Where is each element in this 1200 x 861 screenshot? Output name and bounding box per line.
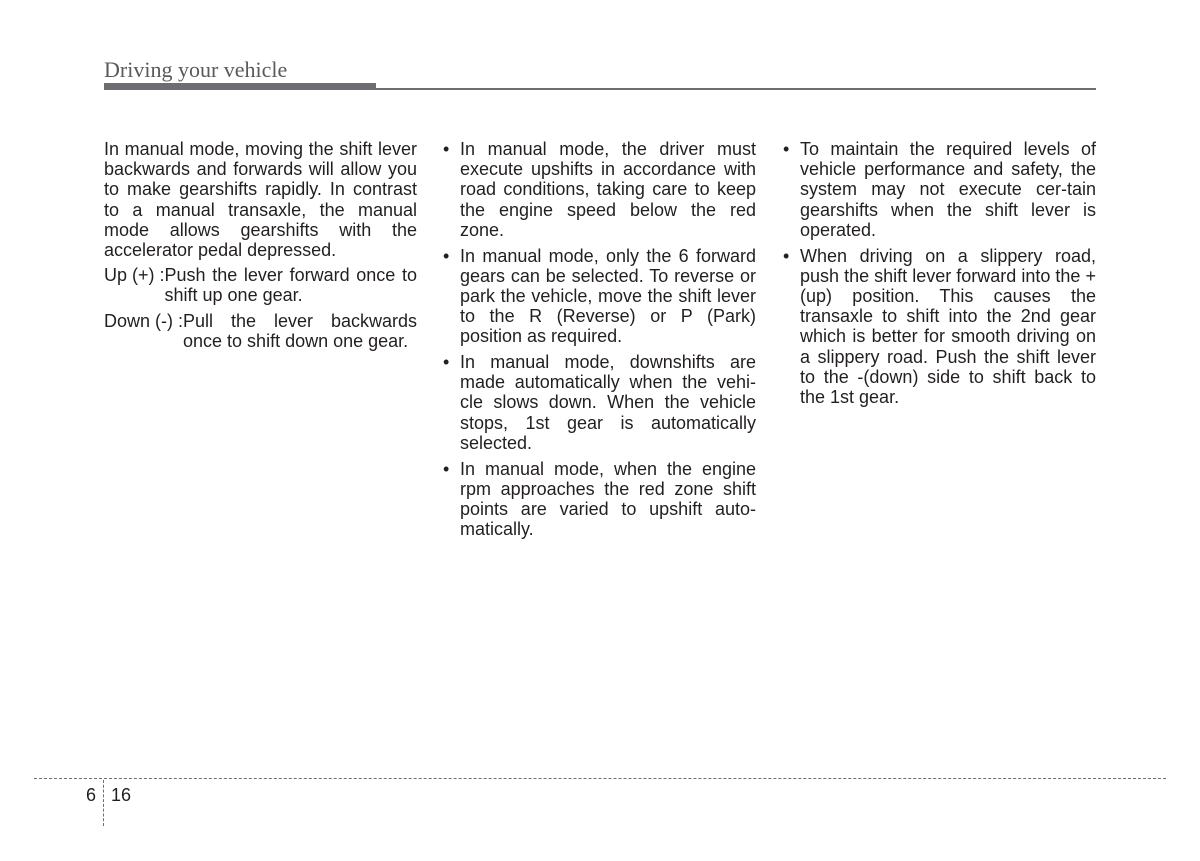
definition-term: Down (-) : [104, 310, 184, 331]
bullet-icon: • [783, 139, 790, 159]
footer-divider [103, 780, 104, 826]
bullet-icon: • [783, 245, 790, 266]
bullet-icon: • [443, 352, 450, 373]
bullet-text: In manual mode, when the engine rpm approaches the red zone shift points are varied to upshift auto-matically. [460, 458, 756, 540]
column-3 [783, 139, 1096, 413]
bullet-item [443, 139, 756, 240]
definition-down [104, 311, 417, 351]
bullet-item [783, 139, 1096, 240]
definition-up [104, 265, 417, 305]
bullet-icon: • [443, 139, 450, 159]
bullet-icon: • [443, 245, 450, 266]
bullet-text: To maintain the required levels of vehicle performance and safety, the system may not execute cer-tain gearshifts when the shift lever is operated. [800, 139, 1096, 240]
page-number: 16 [111, 785, 132, 805]
column-1 [104, 139, 417, 356]
bullet-icon: • [443, 458, 450, 479]
definition-description: Pull the lever backwards once to shift down one gear. [183, 310, 417, 351]
column-2 [443, 139, 756, 545]
intro-paragraph: In manual mode, moving the shift lever backwards and forwards will allow you to make gearshifts rapidly. In contrast to a manual transaxle, the manual mode allows gearshifts with the accelerator pedal depressed. [104, 139, 417, 261]
definition-term: Up (+) : [104, 265, 165, 286]
bullet-text: When driving on a slippery road, push the shift lever forward into the +(up) position. This causes the transaxle to shift into the 2nd gear which is better for smooth driving on a slippery road. Push the shift lever to the -(down) side to shift back to the 1st gear. [800, 245, 1096, 407]
header-rule [104, 88, 1096, 90]
bullet-item [443, 246, 756, 347]
bullet-item [783, 246, 1096, 408]
definition-description: Push the lever forward once to shift up one gear. [164, 265, 417, 306]
section-title: Driving your vehicle [104, 57, 288, 82]
bullet-text: In manual mode, only the 6 forward gears can be selected. To reverse or park the vehicle, move the shift lever to the R (Reverse) or P (Park) position as required. [460, 245, 756, 347]
bullet-text: In manual mode, the driver must execute upshifts in accordance with road conditions, taking care to keep the engine speed below the red zone. [460, 139, 756, 240]
bullet-item [443, 459, 756, 540]
bullet-text: In manual mode, downshifts are made automatically when the vehi-cle slows down. When the vehicle stops, 1st gear is automatically selected. [460, 352, 756, 453]
bullet-item [443, 352, 756, 453]
section-number: 6 [86, 785, 97, 805]
footer-rule [34, 778, 1166, 779]
